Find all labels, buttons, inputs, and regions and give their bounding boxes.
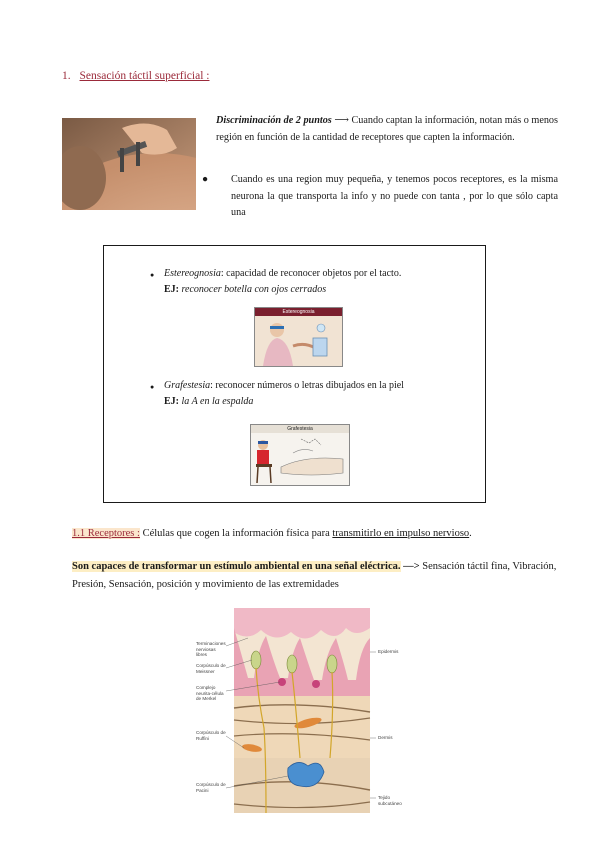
discrimination-text: Cuando captan la información, notan más o menos región en función de la cantidad de receptores que capten la información. <box>216 115 558 143</box>
example-text: la A en la espalda <box>181 396 254 407</box>
example-label: EJ: <box>164 396 179 407</box>
label-epidermis: Epidermis <box>378 649 399 654</box>
graphesthesia-text: : reconocer números o letras dibujados en la piel <box>210 380 404 391</box>
box-item-graphesthesia <box>150 378 474 410</box>
two-point-photo <box>62 118 196 210</box>
stereognosis-text: : capacidad de reconocer objetos por el tacto. <box>220 268 402 279</box>
section-heading <box>62 70 209 82</box>
label-meissner: Corpúsculo de Meissner <box>196 663 226 674</box>
capability-bold: Son capaces de transformar un estímulo ambiental en una señal eléctrica. <box>72 561 401 572</box>
arrow: ⟶ <box>334 115 349 126</box>
examples-box <box>103 245 486 503</box>
label-subcutaneous: Tejido subcutáneo <box>378 795 402 806</box>
example-text: reconocer botella con ojos cerrados <box>181 284 327 295</box>
skin-receptors-figure <box>196 608 410 813</box>
stereognosis-image <box>254 307 343 367</box>
graphesthesia-image <box>250 424 350 486</box>
label-merkel: Complejo neurita-célula de Merkel <box>196 685 224 701</box>
example-label: EJ: <box>164 284 179 295</box>
receptors-underlined: transmitirlo en impulso nervioso <box>332 528 470 539</box>
receptors-period: . <box>469 528 472 539</box>
image-caption: Estereognosia <box>255 308 342 316</box>
label-pacini: Corpúsculo de Pacini <box>196 782 226 793</box>
label-ruffini: Corpúsculo de Ruffini <box>196 730 226 741</box>
section-number: 1. <box>62 70 71 82</box>
bullet-dot: ● <box>150 271 155 279</box>
bullet-dot: ● <box>150 383 155 391</box>
bullet-dot: ● <box>202 174 209 185</box>
bullet-item <box>202 172 558 222</box>
capability-paragraph <box>72 558 560 594</box>
receptors-title: 1.1 Receptores : <box>72 528 140 539</box>
section-title: Sensación táctil superficial : <box>79 70 210 82</box>
bullet-text: Cuando es una region muy pequeña, y tenemos pocos receptores, es la misma neurona la que transporta la info y no puede con tanta , por lo que sólo capta una <box>231 174 558 218</box>
label-dermis: Dermis <box>378 735 393 740</box>
capability-rest: Sensación táctil fina, Vibración, Presión, Sensación, posición y movimiento de las extremidades <box>72 561 557 590</box>
discrimination-term: Discriminación de 2 puntos <box>216 115 332 126</box>
capability-arrow: —> <box>403 561 420 572</box>
stereognosis-term: Estereognosia <box>164 268 221 279</box>
image-caption: Grafestesia <box>251 425 349 433</box>
receptors-line <box>72 528 472 539</box>
graphesthesia-term: Grafestesia <box>164 380 211 391</box>
discrimination-paragraph <box>216 112 558 146</box>
box-item-stereognosis <box>150 266 474 298</box>
receptors-text: Células que cogen la información física para <box>142 528 330 539</box>
label-free-endings: Terminaciones nerviosas libres <box>196 641 226 657</box>
